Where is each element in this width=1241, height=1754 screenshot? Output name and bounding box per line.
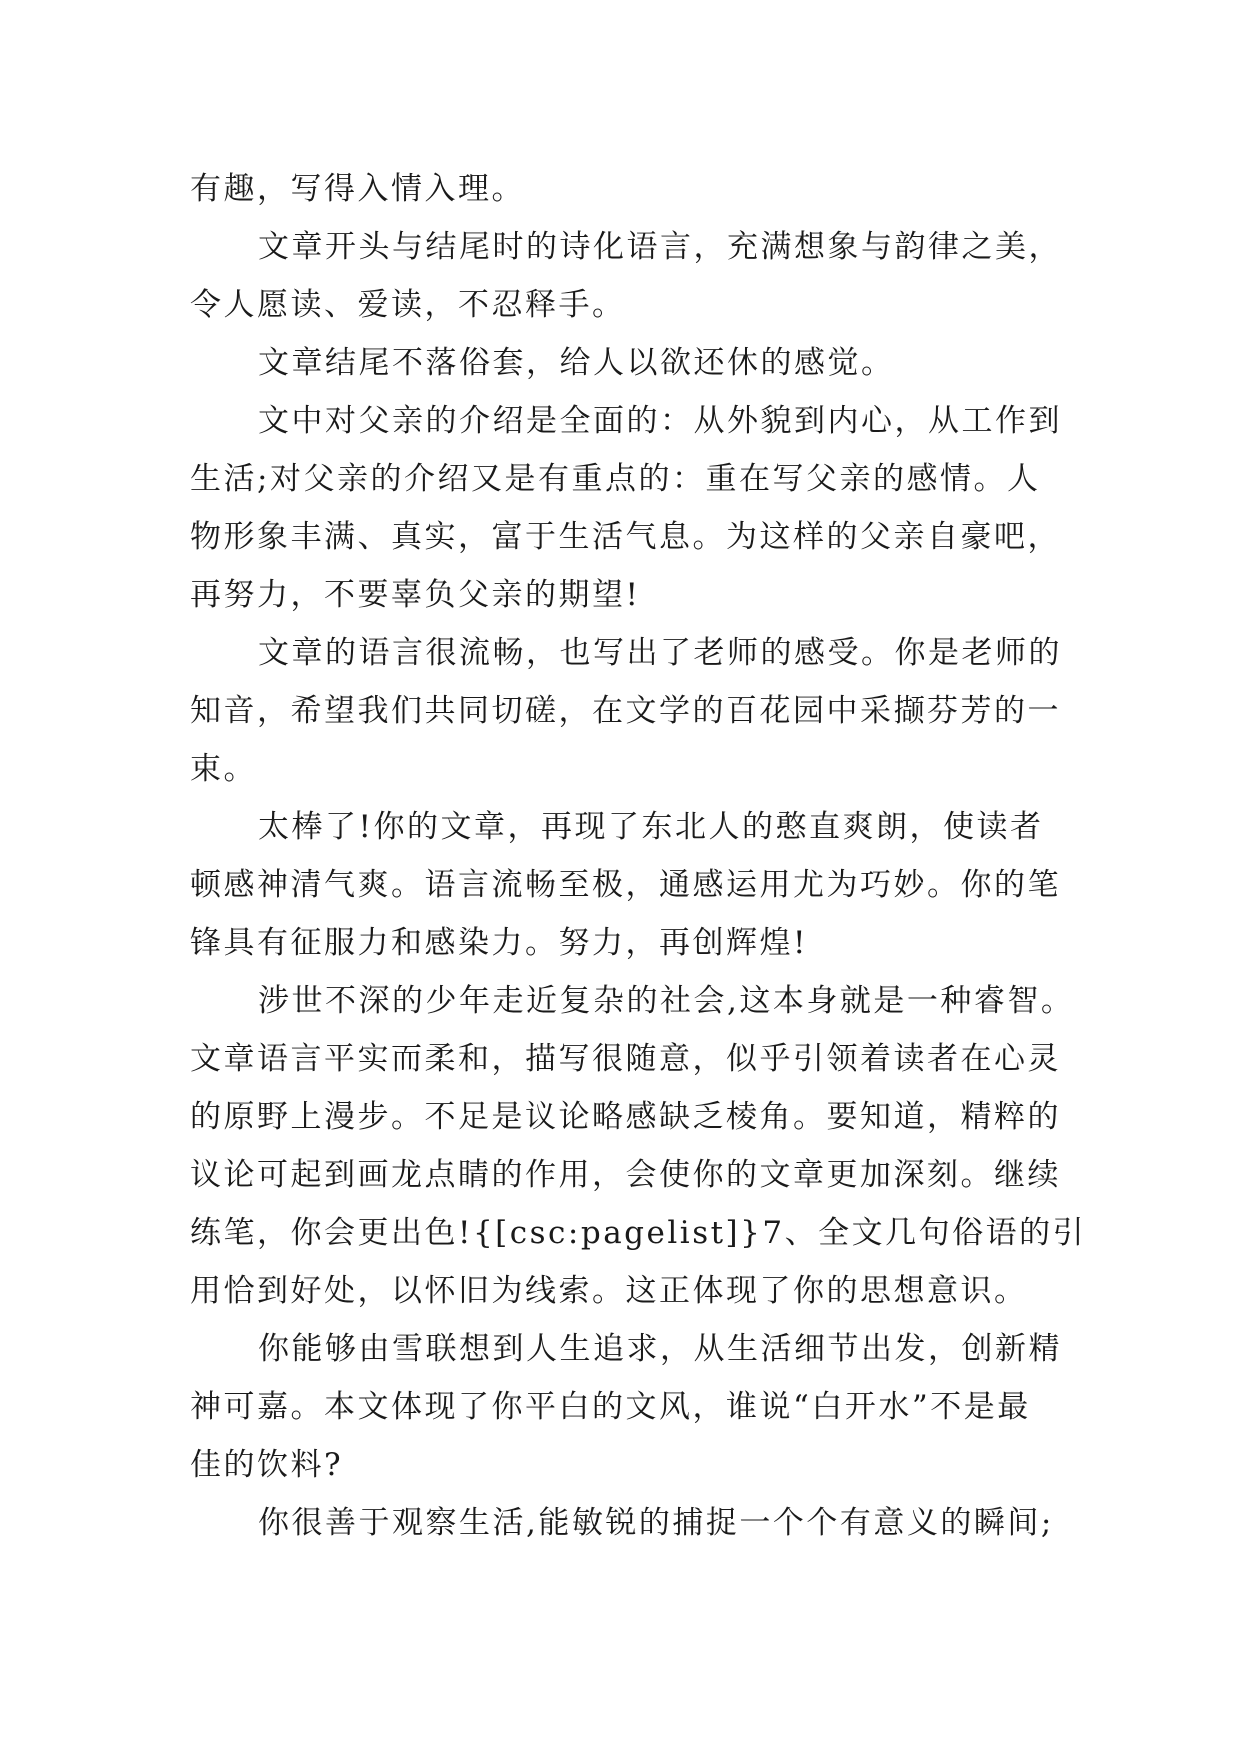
- text-line: 文章结尾不落俗套，给人以欲还休的感觉。: [258, 345, 895, 381]
- text-line: 涉世不深的少年走近复杂的社会,这本身就是一种睿智。: [258, 983, 1075, 1019]
- text-line: 太棒了!你的文章，再现了东北人的憨直爽朗，使读者: [258, 809, 1044, 845]
- text-line: 用恰到好处，以怀旧为线索。这正体现了你的思想意识。: [190, 1273, 1028, 1309]
- text-line: 练笔，你会更出色!{[csc:pagelist]}7、全文几句俗语的引: [190, 1215, 1087, 1251]
- text-line: 文章的语言很流畅，也写出了老师的感受。你是老师的: [258, 635, 1062, 671]
- text-line: 顿感神清气爽。语言流畅至极，通感运用尤为巧妙。你的笔: [190, 867, 1061, 903]
- text-line: 你很善于观察生活,能敏锐的捕捉一个个有意义的瞬间;: [258, 1505, 1054, 1541]
- text-line: 再努力，不要辜负父亲的期望!: [190, 577, 641, 613]
- text-line: 文中对父亲的介绍是全面的：从外貌到内心，从工作到: [258, 403, 1062, 439]
- text-line: 文章开头与结尾时的诗化语言，充满想象与韵律之美，: [258, 229, 1062, 265]
- text-line: 文章语言平实而柔和，描写很随意，似乎引领着读者在心灵: [190, 1041, 1061, 1077]
- text-line: 生活;对父亲的介绍又是有重点的：重在写父亲的感情。人: [190, 461, 1041, 497]
- text-line: 你能够由雪联想到人生追求，从生活细节出发，创新精: [258, 1331, 1062, 1367]
- text-line: 的原野上漫步。不足是议论略感缺乏棱角。要知道，精粹的: [190, 1099, 1061, 1135]
- text-line: 束。: [190, 751, 257, 787]
- text-line: 令人愿读、爱读，不忍释手。: [190, 287, 626, 323]
- text-line: 物形象丰满、真实，富于生活气息。为这样的父亲自豪吧，: [190, 519, 1061, 555]
- text-line: 有趣，写得入情入理。: [190, 171, 525, 207]
- text-line: 议论可起到画龙点睛的作用，会使你的文章更加深刻。继续: [190, 1157, 1061, 1193]
- text-line: 知音，希望我们共同切磋，在文学的百花园中采撷芬芳的一: [190, 693, 1061, 729]
- text-line: 佳的饮料?: [190, 1447, 344, 1483]
- document-body: [190, 160, 1087, 1552]
- text-line: 神可嘉。本文体现了你平白的文风，谁说“白开水”不是最: [190, 1389, 1031, 1425]
- text-line: 锋具有征服力和感染力。努力，再创辉煌!: [190, 925, 808, 961]
